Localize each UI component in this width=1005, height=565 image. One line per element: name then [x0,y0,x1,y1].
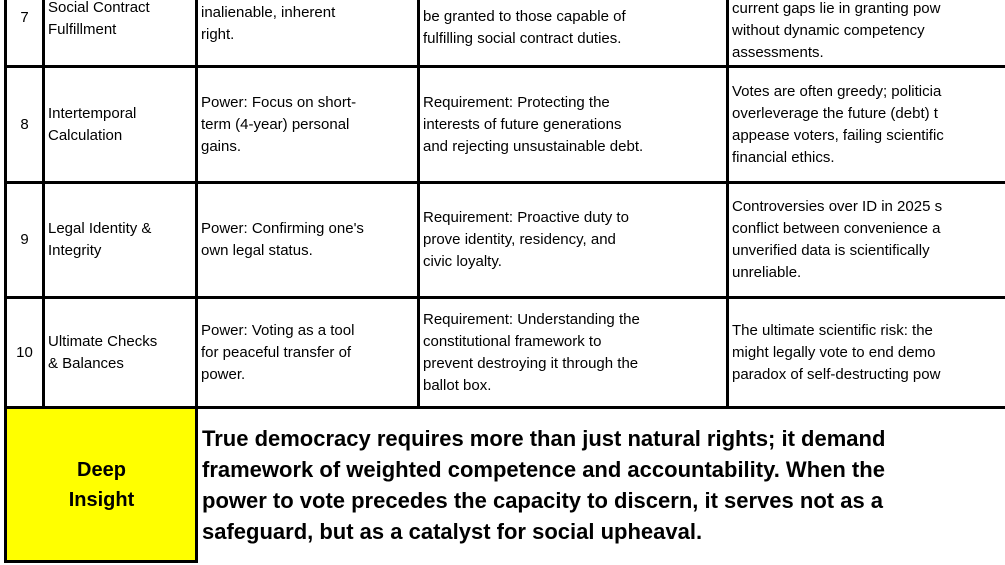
power-cell: Power: Voting as a tool for peaceful transfer of power. [201,321,355,383]
notes-cell: Votes are often greedy; politicia overleverage the future (debt) t appease voters, failing scientific financial ethics. [732,82,944,166]
row-number: 8 [20,115,29,133]
topic-cell: Ultimate Checks & Balances [48,332,158,372]
row-number: 7 [20,9,29,26]
table-border-insight-bottom [4,560,198,563]
row-number: 9 [20,231,29,248]
power-cell: inalienable, inherent right. [201,4,336,43]
notes-cell: Controversies over ID in 2025 s conflict between convenience a unverified data is scientifically unreliable. [732,198,943,281]
requirement-cell: be granted to those capable of fulfilling social contract duties. [423,8,626,47]
requirement-cell: Requirement: Proactive duty to prove identity, residency, and civic loyalty. [423,209,629,270]
power-cell: Power: Focus on short- term (4-year) personal gains. [201,93,357,155]
topic-cell: Legal Identity & Integrity [48,220,152,259]
topic-cell: Intertemporal Calculation [48,104,137,144]
notes-cell: The ultimate scientific risk: the might legally vote to end demo paradox of self-destructing pow [732,321,941,383]
requirement-cell: Requirement: Understanding the constitutional framework to prevent destroying it through the ballot box. [423,310,640,394]
topic-cell: Social Contract Fulfillment [48,0,150,38]
power-cell: Power: Confirming one's own legal status. [201,220,364,259]
requirement-cell: Requirement: Protecting the interests of future generations and rejecting unsustainable debt. [423,93,644,155]
deep-insight-text: True democracy requires more than just natural rights; it demand framework of weighted competence and accountability. When the power to vote precedes the capacity to discern, it serves not as a safeguard, but as a catalyst for social upheaval. [202,426,886,544]
notes-cell: current gaps lie in granting pow without dynamic competency assessments. [732,0,941,61]
row-number: 10 [16,343,33,361]
deep-insight-label: Deep Insight [7,409,195,560]
